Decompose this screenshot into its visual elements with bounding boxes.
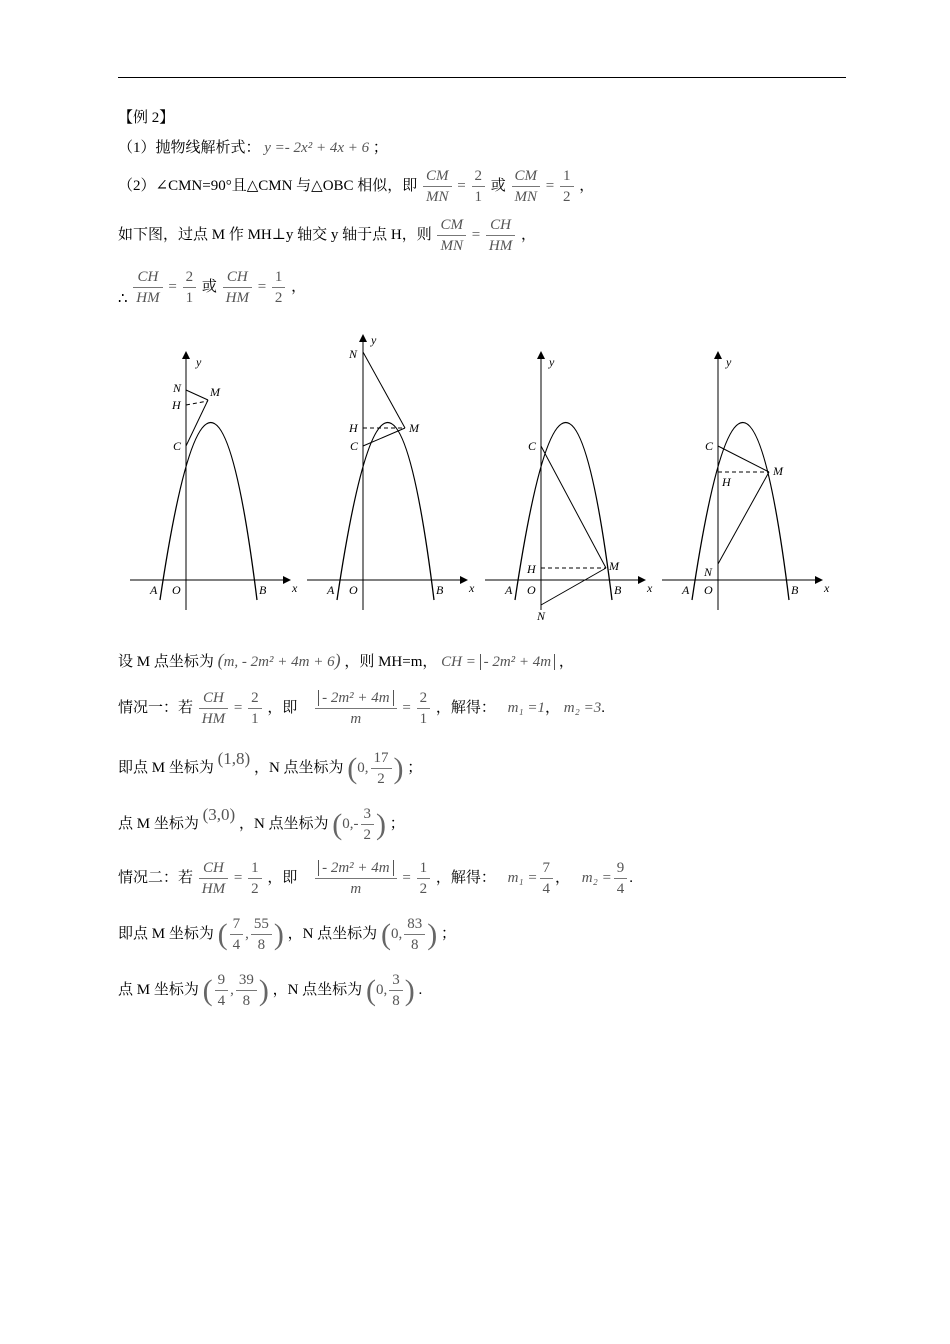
svg-text:H: H [172, 398, 181, 412]
figures [120, 330, 840, 630]
case2b-line: 点 M 坐标为 ( $\frac{9}{4}$ , $\frac{39}{8}$ ) ，N 点坐标为 (0, $\frac{3}{8}$ ) . [118, 972, 423, 1009]
or-text-2: 或 [201, 278, 217, 295]
eq-sign: = [457, 177, 466, 194]
case2-frac: $\frac{CH}{HM}$ [199, 858, 228, 899]
header-rule [118, 77, 846, 78]
part1-line [118, 136, 388, 157]
part3-line: 如下图，过点 M 作 MH⊥y 轴交 y 轴于点 H，则 $\frac{CM}{MN}$ = $\frac{CH}{HM}$ ， [118, 217, 537, 254]
case1-frac: $\frac{CH}{HM}$ [199, 688, 228, 729]
figure-1 [130, 352, 298, 610]
m-coord: m, - 2m² + 4m + 6 [223, 654, 335, 670]
part2-end: ， [579, 177, 595, 194]
case1-m2: m₂ =3 [563, 699, 602, 716]
case2b-pre: 点 M 坐标为 [118, 981, 199, 998]
svg-text:A: A [150, 583, 158, 597]
case1-line: 情况一：若 $\frac{CH}{HM}$ = $\frac{2}{1}$ ，即 $\frac{\text{- 2m² + 4m}}{m}$ = $\frac{2}{1}$ ，解得： m₁ =1， m₂ =3. [118, 690, 605, 727]
case1a-mid: ，N 点坐标为 [253, 759, 344, 776]
case1-m1: m₁ =1 [507, 699, 546, 716]
ch-abs: - 2m² + 4m [480, 654, 556, 670]
svg-text:B: B [614, 583, 622, 597]
case1-pre: 情况一：若 [118, 699, 194, 716]
frac-ch-hm-b: $\frac{CH}{HM}$ [223, 267, 252, 308]
case2a-mid: ，N 点坐标为 [287, 925, 378, 942]
case1-solve: ，解得： [435, 699, 496, 716]
case2-line: 情况二：若 $\frac{CH}{HM}$ = $\frac{1}{2}$ ，即 $\frac{\text{- 2m² + 4m}}{m}$ = $\frac{1}{2}$ ，解得： m₁ = $\frac{7}{4}$ ， m₂ = $\frac{9}{4}$ . [118, 860, 633, 897]
svg-text:y: y [549, 355, 555, 369]
figure-3 [485, 352, 653, 623]
svg-text:O: O [527, 583, 536, 597]
frac-1-2-b: $\frac{1}{2}$ [272, 267, 286, 308]
frac-ch-hm-a: $\frac{CH}{HM}$ [133, 267, 162, 308]
svg-text:x: x [824, 581, 830, 595]
svg-text:M: M [409, 421, 419, 435]
svg-text:M: M [609, 559, 619, 573]
case1b-m: 3,0 [208, 804, 230, 824]
case1b-line: 点 M 坐标为 (3,0) ，N 点坐标为 (0,- $\frac{3}{2}$ ) ； [118, 804, 405, 843]
coord-pre: 设 M 点坐标为 [118, 654, 214, 670]
parabola-formula: y =- 2x² + 4x + 6 [264, 140, 370, 156]
coord-end: ， [558, 654, 574, 670]
part4-line: ∴ $\frac{CH}{HM}$ = $\frac{2}{1}$ 或 $\frac{CH}{HM}$ = $\frac{1}{2}$ ， [118, 269, 307, 307]
frac-cm-mn-2: $\frac{CM}{MN}$ [512, 166, 541, 207]
case2-ji: ，即 [267, 869, 298, 886]
svg-text:C: C [528, 439, 537, 453]
part2-line [118, 166, 594, 207]
case1b-pre: 点 M 坐标为 [118, 815, 199, 832]
case2-pre: 情况二：若 [118, 869, 194, 886]
svg-text:x: x [647, 581, 653, 595]
svg-text:y: y [371, 333, 377, 347]
example-title: 【例 2】 [118, 110, 175, 126]
svg-text:O: O [349, 583, 358, 597]
part2-text: （2）∠CMN=90°且△CMN 与△OBC 相似，即 [118, 177, 418, 194]
svg-text:y: y [726, 355, 732, 369]
svg-text:N: N [537, 609, 546, 623]
case2b-mid: ，N 点坐标为 [272, 981, 363, 998]
case1b-mid: ，N 点坐标为 [238, 815, 329, 832]
case1a-m: 1,8 [223, 748, 245, 768]
svg-text:A: A [682, 583, 690, 597]
figure-2 [307, 333, 475, 610]
svg-text:C: C [705, 439, 714, 453]
svg-text:A: A [505, 583, 513, 597]
case1-ratio: $\frac{2}{1}$ [248, 688, 262, 729]
case1a-line: 即点 M 坐标为 (1,8) ，N 点坐标为 (0, $\frac{17}{2}$ ) ； [118, 748, 423, 787]
svg-text:M: M [210, 385, 220, 399]
figure-4 [662, 352, 830, 610]
svg-text:N: N [173, 381, 182, 395]
therefore-sign: ∴ [118, 291, 128, 307]
case1a-pre: 即点 M 坐标为 [118, 759, 214, 776]
part1-end: ； [372, 140, 388, 156]
case2-m1: m₁ = [507, 869, 538, 886]
svg-text:A: A [327, 583, 335, 597]
part3-text: 如下图，过点 M 作 MH⊥y 轴交 y 轴于点 H，则 [118, 226, 432, 243]
svg-text:N: N [349, 347, 358, 361]
case2a-line: 即点 M 坐标为 ( $\frac{7}{4}$ , $\frac{55}{8}$ ) ，N 点坐标为 (0, $\frac{83}{8}$ ) ； [118, 916, 456, 953]
svg-text:M: M [773, 464, 783, 478]
or-text: 或 [490, 177, 506, 194]
svg-text:y: y [196, 355, 202, 369]
svg-text:H: H [527, 562, 536, 576]
svg-text:B: B [791, 583, 799, 597]
svg-text:B: B [259, 583, 267, 597]
svg-text:B: B [436, 583, 444, 597]
svg-text:x: x [292, 581, 298, 595]
case1-abs-frac: $\frac{\text{- 2m² + 4m}}{m}$ [315, 688, 397, 729]
case2-solve: ，解得： [435, 869, 496, 886]
coord-line: 设 M 点坐标为 (m, - 2m² + 4m + 6) ，则 MH=m， CH = - 2m² + 4m ， [118, 650, 574, 670]
svg-text:H: H [722, 475, 731, 489]
part3-end: ， [521, 226, 537, 243]
frac-ch-hm: $\frac{CH}{HM}$ [486, 215, 515, 256]
frac-1-2: $\frac{1}{2}$ [560, 166, 574, 207]
case1-ratio-2: $\frac{2}{1}$ [417, 688, 431, 729]
eq-sign-2: = [545, 177, 555, 194]
frac-cm-mn-3: $\frac{CM}{MN}$ [437, 215, 466, 256]
svg-text:x: x [469, 581, 475, 595]
svg-text:C: C [173, 439, 182, 453]
svg-text:O: O [172, 583, 181, 597]
case2-ratio: $\frac{1}{2}$ [248, 858, 262, 899]
coord-mid: ，则 MH=m， [344, 654, 438, 670]
frac-2-1: $\frac{2}{1}$ [472, 166, 486, 207]
case2-m2: m₂ = [581, 869, 612, 886]
svg-text:H: H [349, 421, 358, 435]
ch-eq: CH = [441, 654, 476, 670]
part1-label: （1）抛物线解析式： [118, 140, 261, 156]
case2a-pre: 即点 M 坐标为 [118, 925, 214, 942]
svg-text:O: O [704, 583, 713, 597]
case2-abs-frac: $\frac{\text{- 2m² + 4m}}{m}$ [315, 858, 397, 899]
svg-text:N: N [704, 565, 713, 579]
svg-text:C: C [350, 439, 359, 453]
case1-ji: ，即 [267, 699, 298, 716]
part4-end: ， [291, 278, 307, 295]
frac-2-1-b: $\frac{2}{1}$ [183, 267, 197, 308]
case2-ratio-2: $\frac{1}{2}$ [417, 858, 431, 899]
frac-cm-mn: $\frac{CM}{MN}$ [423, 166, 452, 207]
